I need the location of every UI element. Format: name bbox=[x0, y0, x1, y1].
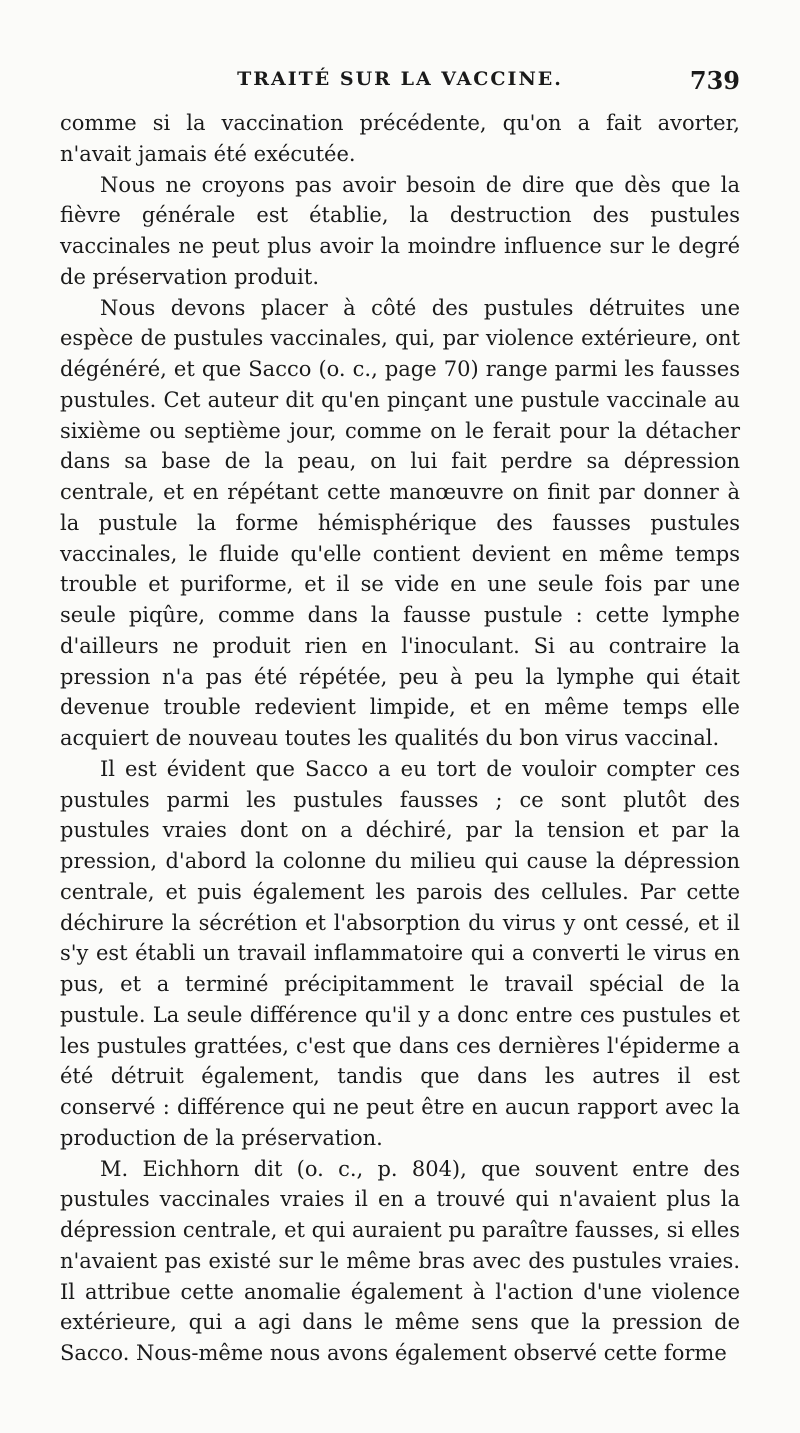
paragraph-eichhorn: M. Eichhorn dit (o. c., p. 804), que souvent entre des pustules vaccinales vraies il en a trouvé qui n'avaient plus la dépression centrale, et qui auraient pu paraître fausses, si elles n'avaient pas existé sur le même bras avec des pustules vraies. Il attribue cette anomalie également à l'action d'une violence extérieure, qui a agi dans le même sens que la pression de Sacco. Nous-même nous avons également observé cette forme bbox=[60, 1156, 741, 1365]
running-title: TRAITÉ SUR LA VACCINE. bbox=[237, 68, 563, 90]
running-head bbox=[60, 68, 740, 96]
paragraph-fever: Nous ne croyons pas avoir besoin de dire que dès que la fièvre générale est établie, la destruction des pustules vaccinales ne peut plus avoir la moindre influence sur le degré de préservation produit. bbox=[60, 172, 740, 289]
paragraph-sacco-pustules: Nous devons placer à côté des pustules détruites une espèce de pustules vaccinales, qui, par violence extérieure, ont dégénéré, et que Sacco (o. c., page 70) range parmi les fausses pustules. Cet auteur dit qu'en pinçant une pustule vaccinale au sixième ou septième jour, comme on le ferait pour la détacher dans sa base de la peau, on lui fait perdre sa dépression centrale, et en répétant cette manœuvre on finit par donner à la pustule la forme hémisphérique des fausses pustules vaccinales, le fluide qu'elle contient devient en même temps trouble et puriforme, et il se vide en une seule fois par une seule piqûre, comme dans la fausse pustule : cette lymphe d'ailleurs ne produit rien en l'inoculant. Si au contraire la pression n'a pas été répétée, peu à peu la lymphe qui était devenue trouble redevient limpide, et en même temps elle acquiert de nouveau toutes les qualités du bon virus vaccinal. bbox=[60, 295, 740, 750]
paragraph-sacco-error: Il est évident que Sacco a eu tort de vouloir compter ces pustules parmi les pustules fausses ; ce sont plutôt des pustules vraies dont on a déchiré, par la tension et par la pression, d'abord la colonne du milieu qui cause la dépression centrale, et puis également les parois des cellules. Par cette déchirure la sécrétion et l'absorption du virus y ont cessé, et il s'y est établi un travail inflammatoire qui a converti le virus en pus, et a terminé précipitamment le travail spécial de la pustule. La seule différence qu'il y a donc entre ces pustules et les pustules grattées, c'est que dans ces dernières l'épiderme a été détruit également, tandis que dans les autres il est conservé : différence qui ne peut être en aucun rapport avec la production de la préservation. bbox=[60, 756, 740, 1150]
body-text bbox=[60, 108, 740, 1369]
paragraph-continuation: comme si la vaccination précédente, qu'on a fait avorter, n'avait jamais été exécutée. bbox=[60, 111, 740, 166]
page-number: 739 bbox=[689, 66, 740, 95]
